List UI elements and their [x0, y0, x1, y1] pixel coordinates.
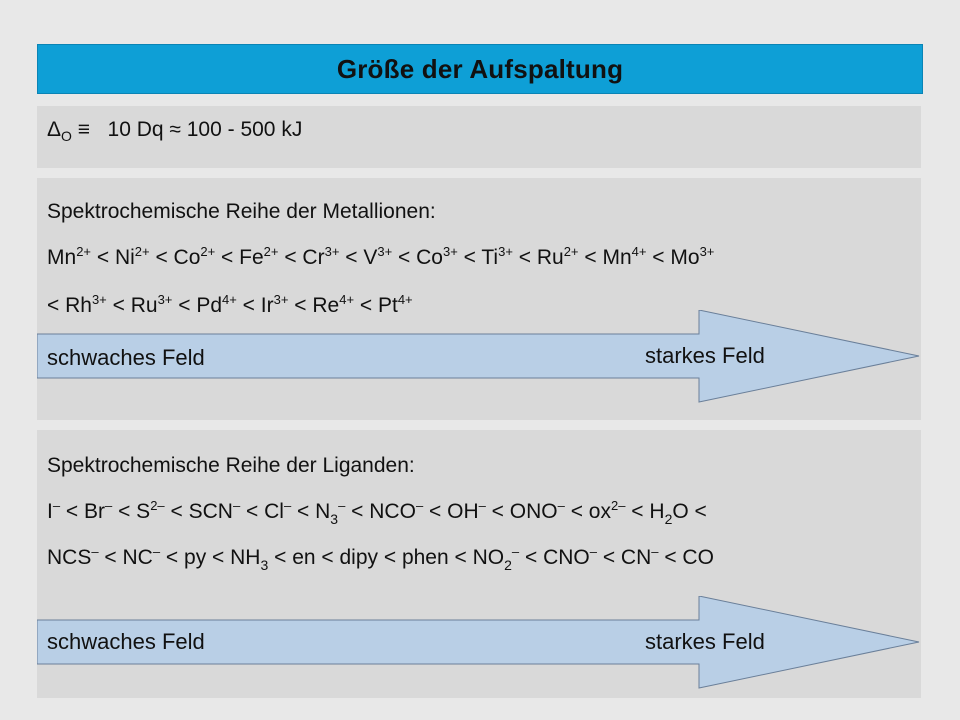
ligand-series-heading: Spektrochemische Reihe der Liganden: — [47, 454, 415, 477]
series-text: < Mn — [578, 246, 632, 269]
series-text: I — [47, 500, 53, 523]
weak-field-label: schwaches Feld — [47, 345, 205, 370]
series-text: < OH — [423, 500, 479, 523]
weak-field-label: schwaches Feld — [47, 629, 205, 654]
splitting-value: ≡ 10 Dq ≈ 100 - 500 kJ — [71, 118, 303, 141]
charge-superscript: – — [478, 498, 486, 513]
series-text: < Ru — [512, 246, 564, 269]
series-text: < ox — [564, 500, 611, 523]
count-subscript: 3 — [330, 511, 339, 527]
series-text: < Ir — [236, 294, 274, 317]
series-text: < Cl — [240, 500, 284, 523]
series-text: < Re — [288, 294, 340, 317]
count-subscript: 2 — [504, 557, 512, 573]
series-text: NCS — [47, 546, 92, 569]
charge-superscript: 2– — [150, 498, 165, 513]
series-text: < N — [291, 500, 331, 523]
series-text: < Co — [392, 246, 443, 269]
series-text: < V — [339, 246, 378, 269]
series-text: < ONO — [485, 500, 558, 523]
charge-superscript: 3+ — [324, 244, 340, 259]
strong-field-label: starkes Feld — [645, 343, 765, 368]
metal-series-line-1 — [47, 246, 714, 270]
delta-symbol: Δ — [47, 118, 62, 141]
charge-superscript: 4+ — [397, 292, 413, 307]
charge-superscript: 3+ — [498, 244, 513, 259]
charge-superscript: 4+ — [339, 292, 355, 307]
charge-superscript: – — [105, 498, 113, 513]
series-text: < en < dipy < phen < NO — [268, 546, 505, 569]
slide-title: Größe der Aufspaltung — [336, 53, 624, 84]
charge-superscript: 2+ — [134, 244, 150, 259]
series-text: < Ni — [91, 246, 135, 269]
charge-superscript: – — [338, 498, 346, 513]
charge-superscript: – — [152, 544, 161, 559]
charge-superscript: – — [651, 544, 659, 559]
charge-superscript: 4+ — [222, 292, 237, 307]
charge-superscript: – — [283, 498, 292, 513]
charge-superscript: – — [91, 544, 99, 559]
series-text: < S — [112, 500, 151, 523]
series-text: < Rh — [47, 294, 92, 317]
charge-superscript: – — [511, 544, 520, 559]
series-text: < SCN — [164, 500, 233, 523]
delta-subscript: O — [61, 128, 72, 144]
count-subscript: 2 — [664, 511, 673, 527]
splitting-panel — [37, 106, 921, 168]
series-text: Mn — [47, 246, 77, 269]
series-text: < Pt — [354, 294, 398, 317]
series-text: < CNO — [519, 546, 590, 569]
charge-superscript: 2– — [610, 498, 626, 513]
series-text: < Ru — [106, 294, 158, 317]
series-text: < Ti — [457, 246, 499, 269]
series-text: < NC — [98, 546, 153, 569]
charge-superscript: 3+ — [377, 244, 393, 259]
charge-superscript: – — [557, 498, 565, 513]
charge-superscript: 3+ — [157, 292, 173, 307]
ligand-field-arrow — [37, 596, 921, 690]
metal-series-heading: Spektrochemische Reihe der Metallionen: — [47, 200, 436, 223]
charge-superscript: 4+ — [631, 244, 647, 259]
strong-field-label: starkes Feld — [645, 629, 765, 654]
series-text: < Br — [60, 500, 106, 523]
series-text: < NCO — [345, 500, 416, 523]
charge-superscript: – — [232, 498, 241, 513]
charge-superscript: – — [589, 544, 597, 559]
series-text: < CN — [596, 546, 652, 569]
series-text: < Mo — [646, 246, 700, 269]
charge-superscript: 3+ — [273, 292, 289, 307]
charge-superscript: 3+ — [699, 244, 715, 259]
charge-superscript: 2+ — [263, 244, 279, 259]
metal-field-arrow — [37, 310, 921, 404]
series-text: < Pd — [172, 294, 223, 317]
charge-superscript: 3+ — [91, 292, 107, 307]
series-text: < Fe — [215, 246, 264, 269]
splitting-formula — [47, 118, 302, 144]
charge-superscript: 3+ — [442, 244, 458, 259]
charge-superscript: 2+ — [563, 244, 579, 259]
series-text: < Co — [149, 246, 201, 269]
charge-superscript: 2+ — [200, 244, 216, 259]
series-text: < py < NH — [160, 546, 261, 569]
title-bar — [37, 44, 923, 94]
series-text: < Cr — [278, 246, 325, 269]
charge-superscript: 2+ — [76, 244, 92, 259]
charge-superscript: – — [415, 498, 424, 513]
ligand-series-line-2 — [47, 544, 714, 573]
series-text: < H — [625, 500, 665, 523]
count-subscript: 3 — [260, 557, 269, 573]
charge-superscript: – — [52, 498, 61, 513]
ligand-series-line-1 — [47, 498, 707, 527]
series-text: < CO — [658, 546, 714, 569]
series-text: O < — [672, 500, 707, 523]
